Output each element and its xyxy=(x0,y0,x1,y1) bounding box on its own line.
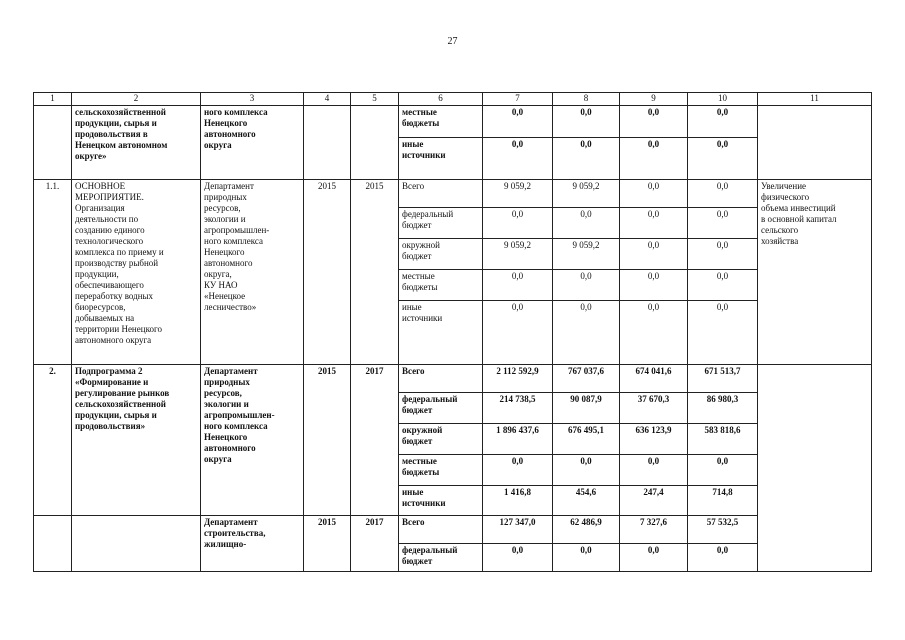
executor-cell: Департамент строительства, жилищно- xyxy=(201,516,304,572)
amount-year-2016-cell: 0,0 xyxy=(620,106,688,138)
amount-year-2015-cell: 0,0 xyxy=(553,544,620,572)
amount-total-cell: 0,0 xyxy=(483,301,553,365)
amount-year-2017-cell: 0,0 xyxy=(688,544,758,572)
table-row xyxy=(34,365,872,393)
end-year-cell: 2015 xyxy=(351,180,399,365)
amount-year-2015-cell: 0,0 xyxy=(553,270,620,301)
executor-cell: Департамент природных ресурсов, экологии и агропромышлен- ного комплекса Ненецкого автономного округа xyxy=(201,365,304,516)
amount-year-2016-cell: 7 327,6 xyxy=(620,516,688,544)
item-number-cell: 1.1. xyxy=(34,180,72,365)
column-number: 10 xyxy=(688,93,758,106)
amount-year-2017-cell: 0,0 xyxy=(688,239,758,270)
amount-total-cell: 9 059,2 xyxy=(483,180,553,208)
executor-cell: ного комплекса Ненецкого автономного округа xyxy=(201,106,304,180)
amount-total-cell: 0,0 xyxy=(483,138,553,180)
amount-year-2017-cell: 86 980,3 xyxy=(688,393,758,424)
amount-year-2015-cell: 0,0 xyxy=(553,106,620,138)
amount-year-2016-cell: 247,4 xyxy=(620,486,688,516)
funding-source-cell: Всего xyxy=(399,365,483,393)
amount-total-cell: 0,0 xyxy=(483,544,553,572)
amount-year-2016-cell: 0,0 xyxy=(620,301,688,365)
funding-source-cell: местные бюджеты xyxy=(399,455,483,486)
funding-source-cell: окружной бюджет xyxy=(399,239,483,270)
amount-total-cell: 214 738,5 xyxy=(483,393,553,424)
item-number-cell xyxy=(34,516,72,572)
column-number: 3 xyxy=(201,93,304,106)
amount-year-2015-cell: 90 087,9 xyxy=(553,393,620,424)
amount-year-2016-cell: 0,0 xyxy=(620,544,688,572)
column-number: 1 xyxy=(34,93,72,106)
amount-total-cell: 0,0 xyxy=(483,270,553,301)
column-numbers-row xyxy=(34,93,872,106)
amount-total-cell: 1 896 437,6 xyxy=(483,424,553,455)
amount-total-cell: 1 416,8 xyxy=(483,486,553,516)
amount-year-2016-cell: 0,0 xyxy=(620,138,688,180)
start-year-cell: 2015 xyxy=(304,180,351,365)
item-name-cell: сельскохозяйственной продукции, сырья и продовольствия в Ненецком автономном округе» xyxy=(72,106,201,180)
result-cell xyxy=(758,106,872,180)
amount-year-2017-cell: 0,0 xyxy=(688,455,758,486)
amount-total-cell: 0,0 xyxy=(483,455,553,486)
amount-year-2016-cell: 37 670,3 xyxy=(620,393,688,424)
item-name-cell: Подпрограмма 2 «Формирование и регулирование рынков сельскохозяйственной продукции, сырья и продовольствия» xyxy=(72,365,201,516)
column-number: 6 xyxy=(399,93,483,106)
amount-year-2015-cell: 0,0 xyxy=(553,138,620,180)
column-number: 8 xyxy=(553,93,620,106)
amount-year-2017-cell: 583 818,6 xyxy=(688,424,758,455)
amount-year-2017-cell: 57 532,5 xyxy=(688,516,758,544)
funding-source-cell: Всего xyxy=(399,180,483,208)
amount-year-2015-cell: 0,0 xyxy=(553,301,620,365)
funding-source-cell: местные бюджеты xyxy=(399,270,483,301)
amount-total-cell: 127 347,0 xyxy=(483,516,553,544)
amount-year-2016-cell: 0,0 xyxy=(620,180,688,208)
funding-source-cell: Всего xyxy=(399,516,483,544)
amount-year-2015-cell: 9 059,2 xyxy=(553,239,620,270)
amount-year-2017-cell: 671 513,7 xyxy=(688,365,758,393)
funding-source-cell: местные бюджеты xyxy=(399,106,483,138)
funding-source-cell: федеральный бюджет xyxy=(399,544,483,572)
start-year-cell xyxy=(304,106,351,180)
amount-year-2016-cell: 0,0 xyxy=(620,270,688,301)
funding-source-cell: иные источники xyxy=(399,486,483,516)
amount-year-2016-cell: 0,0 xyxy=(620,455,688,486)
amount-total-cell: 0,0 xyxy=(483,208,553,239)
amount-year-2017-cell: 0,0 xyxy=(688,208,758,239)
item-name-cell xyxy=(72,516,201,572)
item-name-cell: ОСНОВНОЕ МЕРОПРИЯТИЕ. Организация деятельности по созданию единого технологического комплекса по приему и производству рыбной продукции, обеспечивающего переработку водных биоресурсов, добываемых на территории Ненецкого автономного округа xyxy=(72,180,201,365)
item-number-cell xyxy=(34,106,72,180)
amount-year-2015-cell: 0,0 xyxy=(553,208,620,239)
table-row xyxy=(34,516,872,544)
executor-cell: Департамент природных ресурсов, экологии и агропромышлен- ного комплекса Ненецкого автономного округа, КУ НАО «Ненецкое лесничество» xyxy=(201,180,304,365)
amount-year-2015-cell: 767 037,6 xyxy=(553,365,620,393)
end-year-cell: 2017 xyxy=(351,516,399,572)
result-cell xyxy=(758,365,872,572)
table-row xyxy=(34,106,872,138)
end-year-cell: 2017 xyxy=(351,365,399,516)
start-year-cell: 2015 xyxy=(304,516,351,572)
funding-source-cell: иные источники xyxy=(399,301,483,365)
amount-year-2016-cell: 636 123,9 xyxy=(620,424,688,455)
page-number: 27 xyxy=(447,36,458,47)
amount-year-2015-cell: 62 486,9 xyxy=(553,516,620,544)
start-year-cell: 2015 xyxy=(304,365,351,516)
funding-source-cell: федеральный бюджет xyxy=(399,393,483,424)
program-budget-table xyxy=(33,92,872,572)
amount-year-2017-cell: 714,8 xyxy=(688,486,758,516)
amount-year-2015-cell: 454,6 xyxy=(553,486,620,516)
funding-source-cell: федеральный бюджет xyxy=(399,208,483,239)
column-number: 5 xyxy=(351,93,399,106)
column-number: 9 xyxy=(620,93,688,106)
amount-year-2015-cell: 0,0 xyxy=(553,455,620,486)
column-number: 2 xyxy=(72,93,201,106)
amount-year-2016-cell: 674 041,6 xyxy=(620,365,688,393)
funding-source-cell: иные источники xyxy=(399,138,483,180)
column-number: 7 xyxy=(483,93,553,106)
item-number-cell: 2. xyxy=(34,365,72,516)
amount-year-2017-cell: 0,0 xyxy=(688,270,758,301)
amount-total-cell: 9 059,2 xyxy=(483,239,553,270)
amount-year-2016-cell: 0,0 xyxy=(620,239,688,270)
table-row xyxy=(34,180,872,208)
amount-year-2017-cell: 0,0 xyxy=(688,138,758,180)
column-number: 11 xyxy=(758,93,872,106)
amount-total-cell: 2 112 592,9 xyxy=(483,365,553,393)
amount-year-2016-cell: 0,0 xyxy=(620,208,688,239)
amount-year-2017-cell: 0,0 xyxy=(688,180,758,208)
amount-year-2017-cell: 0,0 xyxy=(688,106,758,138)
result-cell: Увеличение физического объема инвестиций в основной капитал сельского хозяйства xyxy=(758,180,872,365)
column-number: 4 xyxy=(304,93,351,106)
amount-year-2015-cell: 9 059,2 xyxy=(553,180,620,208)
amount-year-2017-cell: 0,0 xyxy=(688,301,758,365)
end-year-cell xyxy=(351,106,399,180)
amount-total-cell: 0,0 xyxy=(483,106,553,138)
funding-source-cell: окружной бюджет xyxy=(399,424,483,455)
amount-year-2015-cell: 676 495,1 xyxy=(553,424,620,455)
